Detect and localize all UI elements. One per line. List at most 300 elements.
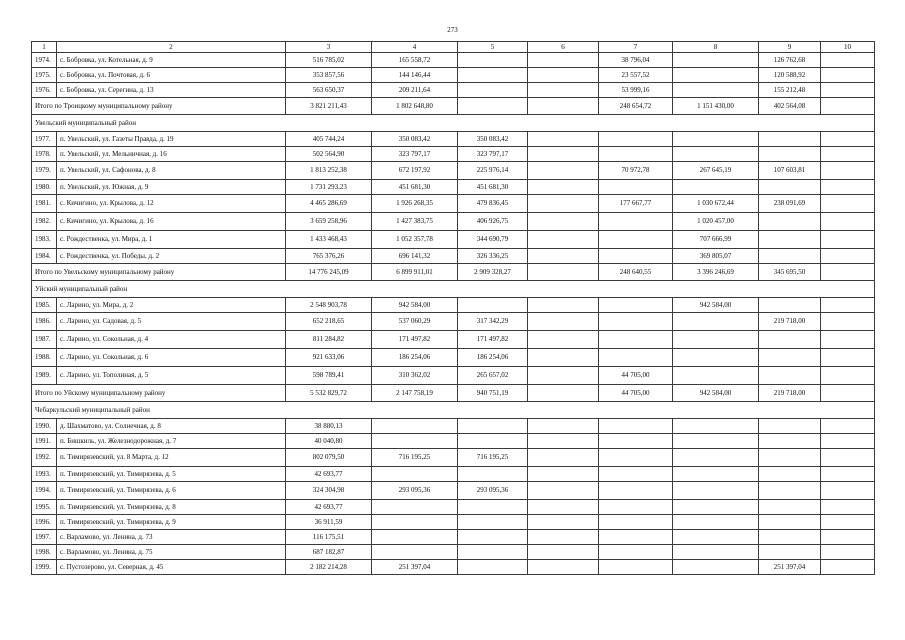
- value-c3: 38 880,13: [286, 419, 372, 434]
- value-c3: 353 857,56: [286, 68, 372, 83]
- row-number: 1979.: [32, 162, 57, 180]
- value-c10: [821, 83, 875, 98]
- value-c8: [673, 434, 759, 449]
- value-c6: [528, 231, 599, 249]
- value-c5: 186 254,06: [458, 349, 528, 367]
- value-c10: [821, 419, 875, 434]
- value-c5: 406 926,75: [458, 213, 528, 231]
- value-c9: 126 762,68: [759, 53, 821, 68]
- value-c7: 53 999,16: [599, 83, 673, 98]
- value-c6: [528, 195, 599, 213]
- value-c8: [673, 53, 759, 68]
- value-c3: 765 376,26: [286, 249, 372, 264]
- value-c3: 1 433 468,43: [286, 231, 372, 249]
- value-c10: [821, 213, 875, 231]
- value-c7: [599, 132, 673, 147]
- address: с. Ларино, ул. Тополиная, д. 5: [57, 367, 286, 385]
- column-header: 6: [528, 42, 599, 53]
- total-value-c5: 940 751,19: [458, 385, 528, 402]
- total-label: Итого по Увельскому муниципальному району: [32, 264, 286, 281]
- value-c5: 323 797,17: [458, 147, 528, 162]
- value-c7: [599, 249, 673, 264]
- address: д. Шахматово, ул. Солнечная, д. 8: [57, 419, 286, 434]
- value-c5: [458, 560, 528, 575]
- value-c6: [528, 467, 599, 482]
- row-number: 1992.: [32, 449, 57, 467]
- value-c3: 598 789,41: [286, 367, 372, 385]
- address: с. Ларино, ул. Мира, д. 2: [57, 298, 286, 313]
- value-c10: [821, 132, 875, 147]
- value-c8: [673, 482, 759, 500]
- address: п. Увельский, ул. Мельничная, д. 16: [57, 147, 286, 162]
- value-c7: [599, 180, 673, 195]
- value-c8: [673, 419, 759, 434]
- district-total-row: [32, 385, 875, 402]
- value-c3: 921 633,06: [286, 349, 372, 367]
- row-number: 1982.: [32, 213, 57, 231]
- value-c7: [599, 231, 673, 249]
- value-c10: [821, 298, 875, 313]
- value-c5: 716 195,25: [458, 449, 528, 467]
- address: с. Кичигино, ул. Крылова, д. 12: [57, 195, 286, 213]
- value-c5: [458, 434, 528, 449]
- value-c7: [599, 467, 673, 482]
- row-number: 1996.: [32, 515, 57, 530]
- value-c6: [528, 530, 599, 545]
- row-number: 1997.: [32, 530, 57, 545]
- value-c4: [372, 515, 458, 530]
- value-c5: 293 095,36: [458, 482, 528, 500]
- capital-repair-table: [31, 41, 875, 575]
- value-c9: [759, 434, 821, 449]
- value-c5: 326 336,25: [458, 249, 528, 264]
- value-c10: [821, 331, 875, 349]
- value-c9: [759, 249, 821, 264]
- value-c10: [821, 560, 875, 575]
- value-c3: 36 911,59: [286, 515, 372, 530]
- total-value-c8: 3 396 246,69: [673, 264, 759, 281]
- value-c4: 209 211,64: [372, 83, 458, 98]
- value-c10: [821, 313, 875, 331]
- table-row: [32, 249, 875, 264]
- value-c4: 1 427 383,75: [372, 213, 458, 231]
- value-c5: [458, 530, 528, 545]
- total-value-c7: 248 654,72: [599, 98, 673, 115]
- address: п. Тимирязевский, ул. Тимирязева, д. 9: [57, 515, 286, 530]
- value-c4: 696 141,32: [372, 249, 458, 264]
- value-c10: [821, 349, 875, 367]
- table-row: [32, 180, 875, 195]
- value-c10: [821, 180, 875, 195]
- value-c7: 70 972,78: [599, 162, 673, 180]
- value-c4: [372, 467, 458, 482]
- value-c9: [759, 515, 821, 530]
- value-c7: [599, 449, 673, 467]
- value-c10: [821, 482, 875, 500]
- value-c5: [458, 419, 528, 434]
- value-c3: 563 650,37: [286, 83, 372, 98]
- value-c10: [821, 231, 875, 249]
- address: п. Увельский, ул. Газеты Правда, д. 19: [57, 132, 286, 147]
- value-c3: 324 304,98: [286, 482, 372, 500]
- value-c6: [528, 349, 599, 367]
- column-header: 9: [759, 42, 821, 53]
- value-c8: [673, 313, 759, 331]
- row-number: 1981.: [32, 195, 57, 213]
- value-c5: 317 342,29: [458, 313, 528, 331]
- value-c3: 802 079,50: [286, 449, 372, 467]
- value-c10: [821, 500, 875, 515]
- value-c8: 267 645,19: [673, 162, 759, 180]
- value-c3: 2 182 214,28: [286, 560, 372, 575]
- value-c7: [599, 500, 673, 515]
- value-c5: 171 497,82: [458, 331, 528, 349]
- table-row: [32, 231, 875, 249]
- row-number: 1987.: [32, 331, 57, 349]
- table-row: [32, 162, 875, 180]
- value-c4: 451 681,30: [372, 180, 458, 195]
- value-c7: [599, 419, 673, 434]
- total-value-c6: [528, 264, 599, 281]
- value-c9: 107 603,81: [759, 162, 821, 180]
- table-row: [32, 83, 875, 98]
- table-row: [32, 419, 875, 434]
- value-c7: [599, 331, 673, 349]
- value-c9: 238 091,69: [759, 195, 821, 213]
- row-number: 1994.: [32, 482, 57, 500]
- table-row: [32, 132, 875, 147]
- value-c8: [673, 367, 759, 385]
- value-c9: [759, 213, 821, 231]
- value-c5: [458, 83, 528, 98]
- address: с. Ларино, ул. Сокольная, д. 4: [57, 331, 286, 349]
- value-c10: [821, 467, 875, 482]
- value-c4: [372, 419, 458, 434]
- value-c5: 451 681,30: [458, 180, 528, 195]
- table-row: [32, 367, 875, 385]
- table-row: [32, 500, 875, 515]
- table-row: [32, 545, 875, 560]
- value-c5: [458, 68, 528, 83]
- value-c5: 344 690,79: [458, 231, 528, 249]
- row-number: 1986.: [32, 313, 57, 331]
- value-c4: 942 584,00: [372, 298, 458, 313]
- district-heading-row: [32, 402, 875, 419]
- row-number: 1985.: [32, 298, 57, 313]
- value-c3: 652 218,65: [286, 313, 372, 331]
- district-name: Чебаркульский муниципальный район: [32, 402, 875, 419]
- value-c10: [821, 195, 875, 213]
- table-row: [32, 515, 875, 530]
- value-c4: 144 146,44: [372, 68, 458, 83]
- value-c8: [673, 331, 759, 349]
- value-c3: 42 693,77: [286, 500, 372, 515]
- value-c6: [528, 68, 599, 83]
- row-number: 1980.: [32, 180, 57, 195]
- total-value-c3: 3 821 211,43: [286, 98, 372, 115]
- row-number: 1999.: [32, 560, 57, 575]
- table-row: [32, 530, 875, 545]
- address: п. Тимирязевский, ул. Тимирязева, д. 5: [57, 467, 286, 482]
- row-number: 1989.: [32, 367, 57, 385]
- value-c7: [599, 298, 673, 313]
- total-value-c5: [458, 98, 528, 115]
- total-value-c8: 1 151 430,00: [673, 98, 759, 115]
- value-c9: [759, 147, 821, 162]
- value-c4: 323 797,17: [372, 147, 458, 162]
- value-c10: [821, 515, 875, 530]
- value-c7: [599, 545, 673, 560]
- column-header: 8: [673, 42, 759, 53]
- value-c7: 44 705,00: [599, 367, 673, 385]
- row-number: 1990.: [32, 419, 57, 434]
- value-c9: [759, 419, 821, 434]
- column-header: 2: [57, 42, 286, 53]
- value-c4: 1 052 357,78: [372, 231, 458, 249]
- value-c4: 186 254,06: [372, 349, 458, 367]
- row-number: 1988.: [32, 349, 57, 367]
- value-c8: [673, 83, 759, 98]
- table-row: [32, 482, 875, 500]
- value-c5: [458, 467, 528, 482]
- address: с. Варламово, ул. Ленина, д. 75: [57, 545, 286, 560]
- value-c9: 251 397,04: [759, 560, 821, 575]
- total-label: Итого по Троицкому муниципальному району: [32, 98, 286, 115]
- value-c6: [528, 367, 599, 385]
- total-value-c4: 2 147 758,19: [372, 385, 458, 402]
- column-header: 10: [821, 42, 875, 53]
- value-c8: [673, 180, 759, 195]
- district-heading-row: [32, 281, 875, 298]
- total-value-c10: [821, 264, 875, 281]
- row-number: 1975.: [32, 68, 57, 83]
- address: п. Бишкиль, ул. Железнодорожная, д. 7: [57, 434, 286, 449]
- value-c9: [759, 367, 821, 385]
- value-c7: [599, 147, 673, 162]
- value-c7: [599, 313, 673, 331]
- value-c9: [759, 331, 821, 349]
- value-c4: 716 195,25: [372, 449, 458, 467]
- value-c8: [673, 132, 759, 147]
- value-c4: 537 060,29: [372, 313, 458, 331]
- value-c3: 516 785,02: [286, 53, 372, 68]
- value-c4: 1 926 268,35: [372, 195, 458, 213]
- value-c9: [759, 231, 821, 249]
- value-c7: [599, 434, 673, 449]
- total-label: Итого по Уйскому муниципальному району: [32, 385, 286, 402]
- total-value-c9: 219 718,00: [759, 385, 821, 402]
- value-c3: 40 040,80: [286, 434, 372, 449]
- row-number: 1976.: [32, 83, 57, 98]
- row-number: 1983.: [32, 231, 57, 249]
- value-c8: [673, 349, 759, 367]
- value-c6: [528, 419, 599, 434]
- total-value-c7: 44 705,00: [599, 385, 673, 402]
- value-c9: [759, 449, 821, 467]
- address: с. Рождественка, ул. Мира, д. 1: [57, 231, 286, 249]
- table-row: [32, 331, 875, 349]
- value-c3: 1 731 293,23: [286, 180, 372, 195]
- table-row: [32, 298, 875, 313]
- column-number-header-row: [32, 42, 875, 53]
- value-c4: 251 397,04: [372, 560, 458, 575]
- table-row: [32, 213, 875, 231]
- total-value-c8: 942 584,00: [673, 385, 759, 402]
- value-c9: [759, 298, 821, 313]
- row-number: 1993.: [32, 467, 57, 482]
- district-name: Уйский муниципальный район: [32, 281, 875, 298]
- value-c8: 1 030 672,44: [673, 195, 759, 213]
- address: с. Пустозерово, ул. Северная, д. 45: [57, 560, 286, 575]
- value-c3: 1 813 252,38: [286, 162, 372, 180]
- value-c6: [528, 515, 599, 530]
- row-number: 1998.: [32, 545, 57, 560]
- district-total-row: [32, 98, 875, 115]
- row-number: 1984.: [32, 249, 57, 264]
- value-c5: [458, 515, 528, 530]
- table-row: [32, 349, 875, 367]
- column-header: 5: [458, 42, 528, 53]
- column-header: 3: [286, 42, 372, 53]
- value-c9: [759, 500, 821, 515]
- value-c6: [528, 500, 599, 515]
- value-c9: [759, 545, 821, 560]
- value-c6: [528, 434, 599, 449]
- row-number: 1974.: [32, 53, 57, 68]
- value-c10: [821, 53, 875, 68]
- total-value-c6: [528, 98, 599, 115]
- value-c8: 942 584,00: [673, 298, 759, 313]
- table-row: [32, 449, 875, 467]
- value-c3: 4 465 286,69: [286, 195, 372, 213]
- value-c4: [372, 500, 458, 515]
- value-c10: [821, 367, 875, 385]
- table-row: [32, 147, 875, 162]
- table-row: [32, 560, 875, 575]
- total-value-c4: 6 899 911,01: [372, 264, 458, 281]
- value-c9: 120 588,92: [759, 68, 821, 83]
- value-c6: [528, 249, 599, 264]
- value-c8: 707 666,99: [673, 231, 759, 249]
- column-header: 7: [599, 42, 673, 53]
- value-c5: [458, 500, 528, 515]
- value-c10: [821, 449, 875, 467]
- value-c7: 23 557,52: [599, 68, 673, 83]
- district-total-row: [32, 264, 875, 281]
- address: с. Кичигино, ул. Крылова, д. 16: [57, 213, 286, 231]
- value-c6: [528, 180, 599, 195]
- total-value-c6: [528, 385, 599, 402]
- value-c3: 2 548 903,78: [286, 298, 372, 313]
- value-c6: [528, 53, 599, 68]
- address: п. Увельский, ул. Сафонова, д. 8: [57, 162, 286, 180]
- value-c4: 672 197,92: [372, 162, 458, 180]
- value-c9: [759, 132, 821, 147]
- value-c8: [673, 560, 759, 575]
- value-c8: [673, 530, 759, 545]
- value-c4: 165 558,72: [372, 53, 458, 68]
- value-c10: [821, 545, 875, 560]
- address: п. Тимирязевский, ул. Тимирязева, д. 6: [57, 482, 286, 500]
- value-c3: 687 182,87: [286, 545, 372, 560]
- address: п. Увельский, ул. Южная, д. 9: [57, 180, 286, 195]
- value-c9: [759, 482, 821, 500]
- value-c7: [599, 349, 673, 367]
- value-c6: [528, 545, 599, 560]
- value-c8: 369 805,07: [673, 249, 759, 264]
- value-c7: [599, 482, 673, 500]
- value-c6: [528, 213, 599, 231]
- value-c5: 479 836,45: [458, 195, 528, 213]
- address: п. Тимирязевский, ул. 8 Марта, д. 12: [57, 449, 286, 467]
- value-c9: [759, 180, 821, 195]
- value-c6: [528, 313, 599, 331]
- value-c8: [673, 545, 759, 560]
- value-c10: [821, 68, 875, 83]
- value-c4: 350 083,42: [372, 132, 458, 147]
- value-c7: [599, 530, 673, 545]
- value-c8: 1 020 457,00: [673, 213, 759, 231]
- total-value-c9: 402 564,08: [759, 98, 821, 115]
- address: с. Бобровка, ул. Серегина, д. 13: [57, 83, 286, 98]
- value-c9: 155 212,48: [759, 83, 821, 98]
- value-c3: 502 564,90: [286, 147, 372, 162]
- value-c6: [528, 298, 599, 313]
- total-value-c10: [821, 98, 875, 115]
- value-c9: [759, 349, 821, 367]
- value-c8: [673, 515, 759, 530]
- value-c8: [673, 147, 759, 162]
- value-c6: [528, 83, 599, 98]
- address: с. Ларино, ул. Сокольная, д. 6: [57, 349, 286, 367]
- value-c9: [759, 530, 821, 545]
- value-c6: [528, 162, 599, 180]
- address: с. Варламово, ул. Ленина, д. 73: [57, 530, 286, 545]
- value-c5: [458, 298, 528, 313]
- column-header: 1: [32, 42, 57, 53]
- page-number: 273: [447, 26, 458, 34]
- district-heading-row: [32, 115, 875, 132]
- value-c6: [528, 449, 599, 467]
- total-value-c5: 2 909 328,27: [458, 264, 528, 281]
- value-c8: [673, 449, 759, 467]
- value-c4: 171 497,82: [372, 331, 458, 349]
- address: п. Тимирязевский, ул. Тимирязева, д. 8: [57, 500, 286, 515]
- total-value-c3: 5 532 829,72: [286, 385, 372, 402]
- address: с. Ларино, ул. Садовая, д. 5: [57, 313, 286, 331]
- row-number: 1977.: [32, 132, 57, 147]
- table-row: [32, 467, 875, 482]
- value-c7: [599, 560, 673, 575]
- value-c6: [528, 331, 599, 349]
- address: с. Бобровка, ул. Котельная, д. 9: [57, 53, 286, 68]
- value-c8: [673, 467, 759, 482]
- address: с. Бобровка, ул. Почтовая, д. 6: [57, 68, 286, 83]
- value-c4: [372, 545, 458, 560]
- table-body: [32, 42, 875, 575]
- value-c10: [821, 162, 875, 180]
- value-c10: [821, 147, 875, 162]
- value-c6: [528, 560, 599, 575]
- value-c4: 310 362,02: [372, 367, 458, 385]
- value-c7: [599, 213, 673, 231]
- value-c4: [372, 530, 458, 545]
- value-c3: 405 744,24: [286, 132, 372, 147]
- value-c10: [821, 249, 875, 264]
- value-c7: 177 667,77: [599, 195, 673, 213]
- value-c6: [528, 482, 599, 500]
- table-row: [32, 68, 875, 83]
